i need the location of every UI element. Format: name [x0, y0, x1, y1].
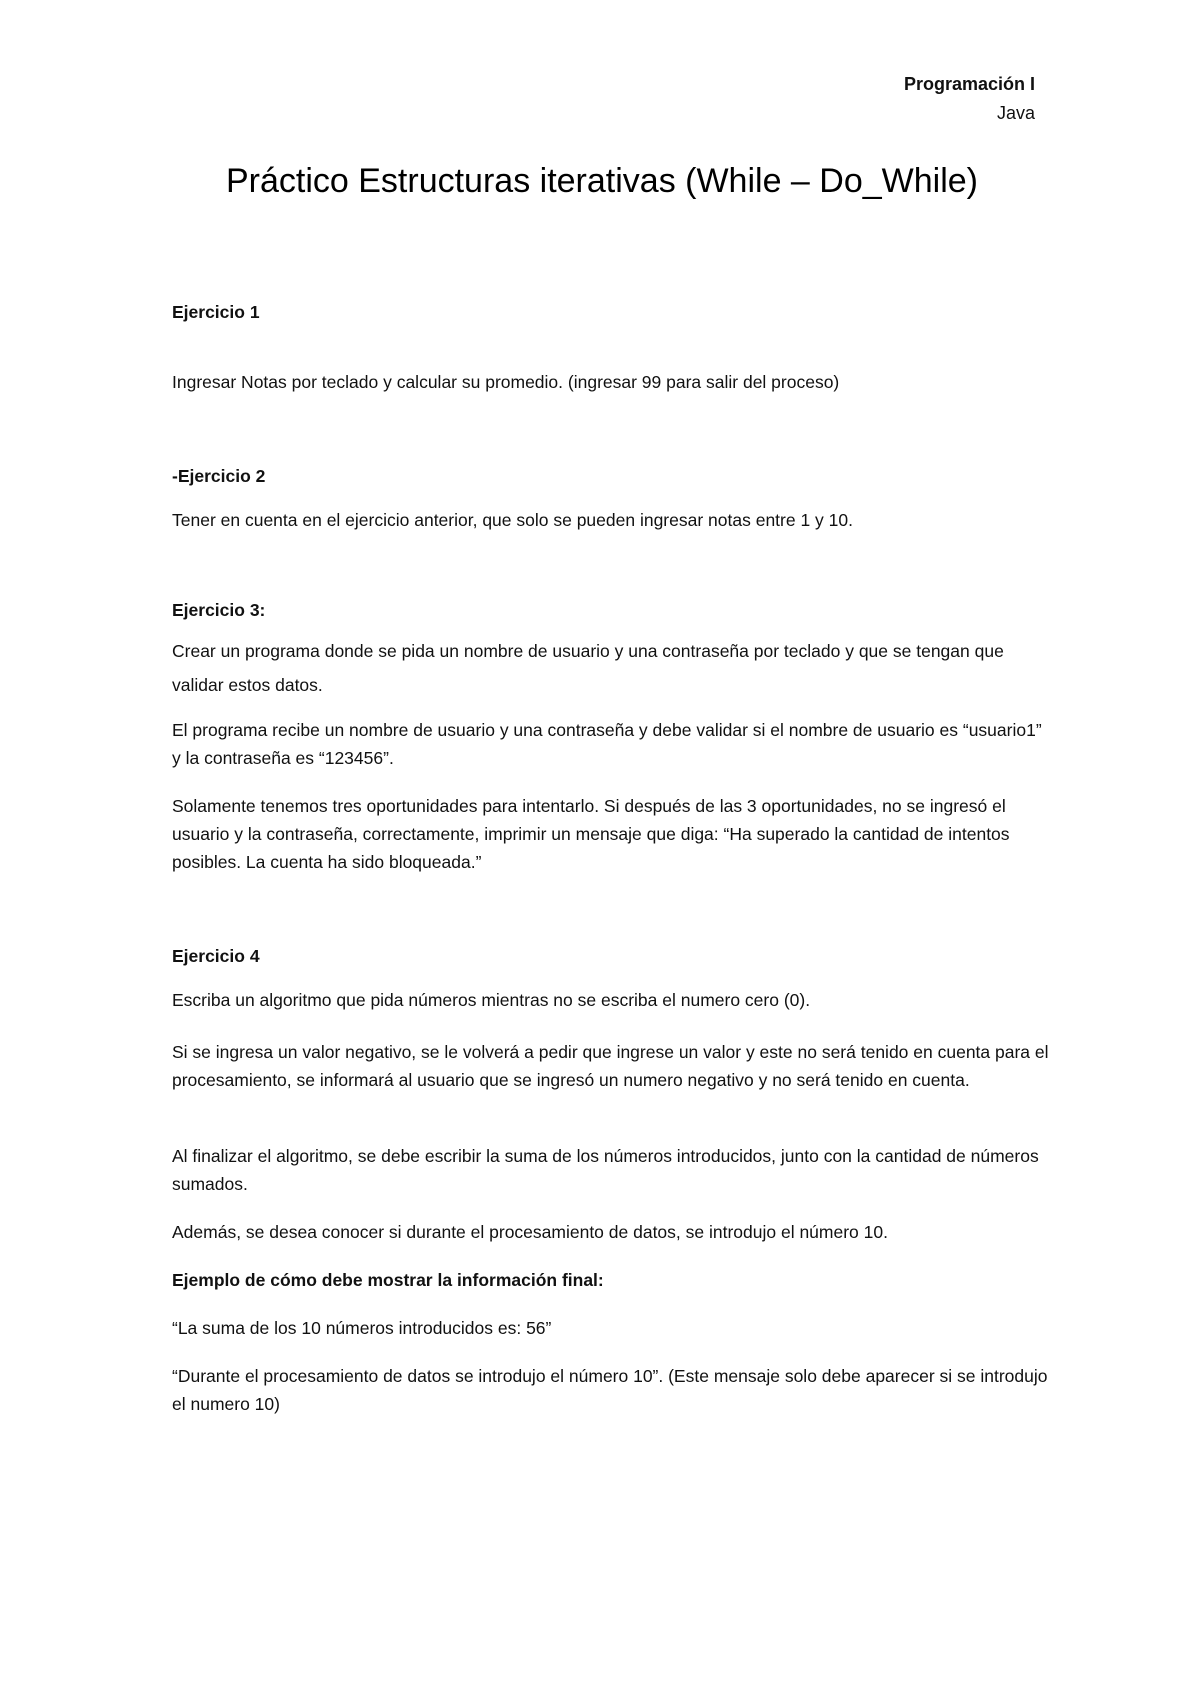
exercise-1-text [172, 368, 1052, 396]
exercise-paragraph: Si se ingresa un valor negativo, se le volverá a pedir que ingrese un valor y este no será tenido en cuenta para el procesamiento, se informará al usuario que se ingresó un numero negativo y no será tenido en cuenta. [172, 1042, 1049, 1090]
exercise-heading: -Ejercicio 2 [172, 466, 266, 486]
exercise-2 [172, 462, 1052, 490]
example-line-2 [172, 1362, 1052, 1418]
example-line: “La suma de los 10 números introducidos es: 56” [172, 1318, 552, 1338]
page-header [904, 70, 1035, 128]
exercise-paragraph: Escriba un algoritmo que pida números mientras no se escriba el numero cero (0). [172, 990, 811, 1010]
course-name: Programación I [903, 74, 1035, 94]
exercise-3 [172, 596, 1052, 624]
exercise-2-text [172, 506, 1052, 534]
exercise-paragraph: El programa recibe un nombre de usuario y una contraseña y debe validar si el nombre de usuario es “usuario1” y la contraseña es “123456”. [172, 720, 1042, 768]
exercise-1 [172, 298, 1052, 326]
exercise-4 [172, 942, 1052, 970]
example-heading [172, 1266, 1052, 1294]
exercise-3-text-3 [172, 792, 1052, 876]
exercise-heading: Ejercicio 3: [172, 600, 266, 620]
exercise-paragraph: Ingresar Notas por teclado y calcular su promedio. (ingresar 99 para salir del proceso) [172, 372, 840, 392]
exercise-3-text-1 [172, 634, 1052, 702]
exercise-4-text-3 [172, 1142, 1052, 1198]
exercise-4-text-4 [172, 1218, 1052, 1246]
exercise-3-text-2 [172, 716, 1052, 772]
exercise-paragraph: Crear un programa donde se pida un nombre de usuario y una contraseña por teclado y que se tengan que validar estos datos. [172, 641, 1004, 695]
exercise-4-text-1 [172, 986, 1052, 1014]
exercise-paragraph: Solamente tenemos tres oportunidades para intentarlo. Si después de las 3 oportunidades, no se ingresó el usuario y la contraseña, correctamente, imprimir un mensaje que diga: “Ha superado la cantidad de intentos posibles. La cuenta ha sido bloqueada.” [172, 796, 1010, 872]
example-heading-text: Ejemplo de cómo debe mostrar la información final: [172, 1270, 604, 1290]
exercise-paragraph: Al finalizar el algoritmo, se debe escribir la suma de los números introducidos, junto con la cantidad de números sumados. [172, 1146, 1039, 1194]
course-language: Java [996, 103, 1035, 123]
example-line: “Durante el procesamiento de datos se introdujo el número 10”. (Este mensaje solo debe aparecer si se introdujo el numero 10) [172, 1366, 1048, 1414]
exercise-paragraph: Tener en cuenta en el ejercicio anterior, que solo se pueden ingresar notas entre 1 y 10. [172, 510, 853, 530]
exercise-heading: Ejercicio 1 [172, 302, 260, 322]
example-line-1 [172, 1314, 1052, 1342]
exercise-heading: Ejercicio 4 [172, 946, 260, 966]
document-title: Práctico Estructuras iterativas (While – Do_While) [225, 162, 978, 200]
exercise-4-text-2 [172, 1038, 1052, 1094]
exercise-paragraph: Además, se desea conocer si durante el procesamiento de datos, se introdujo el número 10. [172, 1222, 888, 1242]
